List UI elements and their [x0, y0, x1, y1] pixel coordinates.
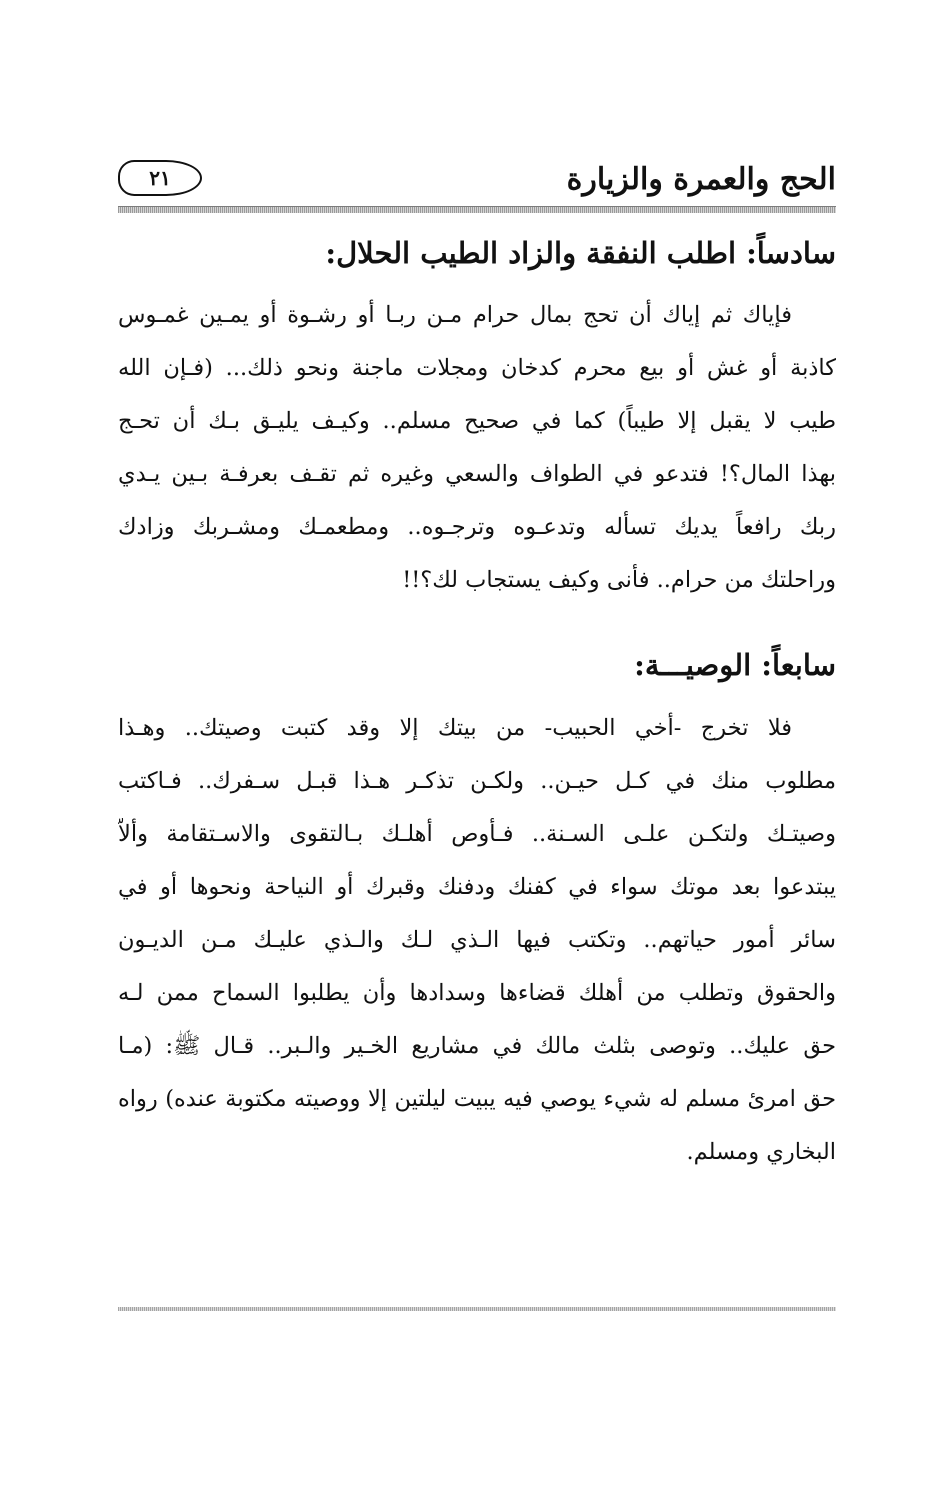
- header-divider: [118, 206, 836, 213]
- paragraph-line: فلا تخرج -أخي الحبيب- من بيتك إلا وقد كتبت وصيتك.. وهـذا: [118, 715, 792, 741]
- paragraph-line: وراحلتك من حرام.. فأنى وكيف يستجاب لك؟!!: [402, 567, 836, 593]
- section-6-heading: سادساً: اطلب النفقة والزاد الطيب الحلال:: [325, 236, 836, 270]
- paragraph-line: فإياك ثم إياك أن تحج بمال حرام مـن ربـا أو رشـوة أو يمـين غمـوس: [118, 302, 792, 328]
- page-number-badge: [118, 160, 202, 196]
- page-number: ٢١: [149, 166, 171, 190]
- paragraph-line: وصيتـك ولتكـن علـى السـنة.. فـأوص أهلـك بـالتقوى والاسـتقامة وألاّ: [118, 821, 836, 847]
- paragraph-line: مطلوب منك في كـل حيـن.. ولكـن تذكـر هـذا قبـل سـفرك.. فـاكتب: [118, 768, 836, 794]
- running-title: الحج والعمرة والزيارة: [566, 162, 836, 197]
- section-7-heading: سابعاً: الوصيـــة:: [634, 648, 836, 682]
- paragraph-line: ربك رافعاً يديك تسأله وتدعـوه وترجـوه.. ومطعمـك ومشـربك وزادك: [118, 514, 836, 540]
- paragraph-line: بهذا المال؟! فتدعو في الطواف والسعي وغيره ثم تقـف بعرفـة بـين يـدي: [118, 461, 836, 487]
- section-7-paragraph: [118, 702, 836, 1179]
- paragraph-line: سائر أمور حياتهم.. وتكتب فيها الـذي لـك والـذي عليـك مـن الديـون: [118, 927, 836, 953]
- paragraph-line: يبتدعوا بعد موتك سواء في كفنك ودفنك وقبرك أو النياحة ونحوها أو في: [118, 874, 836, 900]
- paragraph-line: طيب لا يقبل إلا طيباً) كما في صحيح مسلم.. وكيـف يليـق بـك أن تحـج: [118, 408, 836, 434]
- paragraph-line: كاذبة أو غش أو بيع محرم كدخان ومجلات ماجنة ونحو ذلك... (فـإن الله: [118, 355, 836, 381]
- paragraph-line: حق عليك.. وتوصى بثلث مالك في مشاريع الخـير والـبر.. قـال ﷺ: (مـا: [118, 1033, 836, 1059]
- page-header: [118, 158, 836, 208]
- footer-divider: [118, 1307, 836, 1311]
- section-6-paragraph: [118, 289, 836, 607]
- paragraph-line: حق امرئ مسلم له شيء يوصي فيه يبيت ليلتين إلا ووصيته مكتوبة عنده) رواه: [118, 1086, 836, 1112]
- paragraph-line: البخاري ومسلم.: [686, 1139, 836, 1165]
- paragraph-line: والحقوق وتطلب من أهلك قضاءها وسدادها وأن يطلبوا السماح ممن لـه: [118, 980, 836, 1006]
